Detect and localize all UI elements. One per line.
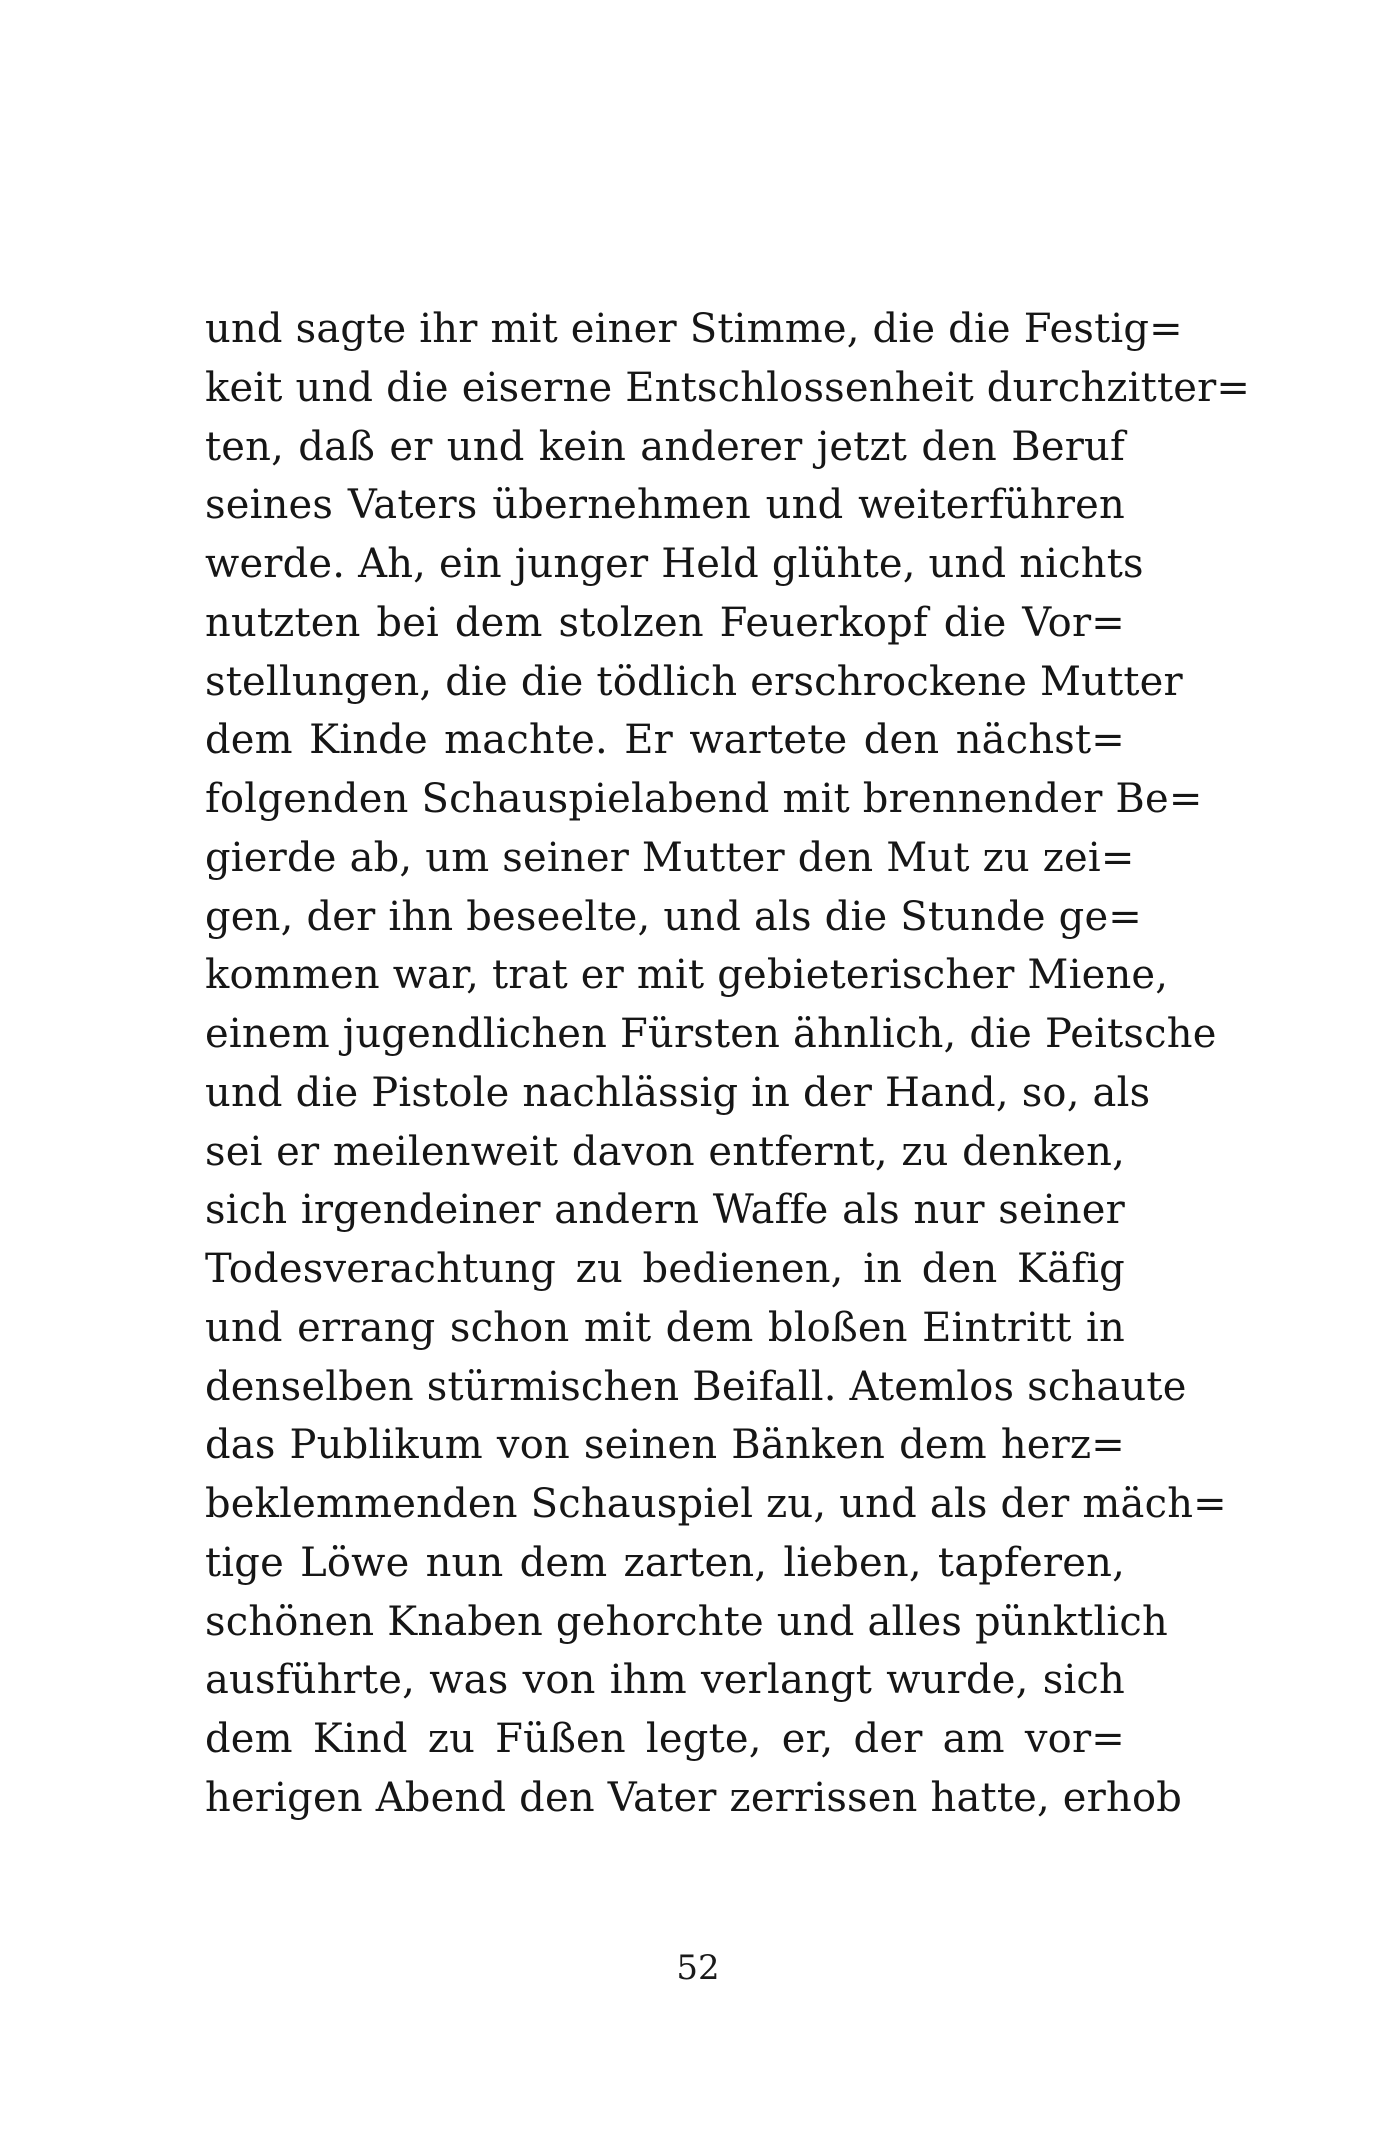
text-line: folgenden Schauspielabend mit brennender Be= xyxy=(205,776,1203,822)
text-line: nutzten bei dem stolzen Feuerkopf die Vor= xyxy=(205,599,1125,646)
text-line: dem Kinde machte. Er wartete den nächst= xyxy=(205,717,1125,764)
page-number: 52 xyxy=(676,1948,720,1988)
text-line: herigen Abend den Vater zerrissen hatte, erhob xyxy=(205,1774,1183,1821)
text-line: keit und die eiserne Entschlossenheit durchzitter= xyxy=(205,364,1251,411)
text-line: und sagte ihr mit einer Stimme, die die Festig= xyxy=(205,306,1183,352)
text-line: stellungen, die die tödlich erschrockene Mutter xyxy=(205,658,1183,705)
text-line: tige Löwe nun dem zarten, lieben, tapferen, xyxy=(205,1539,1125,1586)
text-line: das Publikum von seinen Bänken dem herz= xyxy=(205,1422,1125,1469)
text-line: werde. Ah, ein junger Held glühte, und nichts xyxy=(205,541,1144,587)
text-line: gen, der ihn beseelte, und als die Stunde ge= xyxy=(205,893,1143,940)
text-line: ten, daß er und kein anderer jetzt den Beruf xyxy=(205,423,1125,470)
text-line: kommen war, trat er mit gebieterischer Miene, xyxy=(205,952,1169,999)
text-line: seines Vaters übernehmen und weiterführen xyxy=(205,482,1125,529)
text-line: gierde ab, um seiner Mutter den Mut zu zei= xyxy=(205,834,1135,881)
text-line: denselben stürmischen Beifall. Atemlos schaute xyxy=(205,1363,1187,1410)
text-line: Todesverachtung zu bedienen, in den Käfig xyxy=(205,1246,1125,1292)
text-line: dem Kind zu Füßen legte, er, der am vor= xyxy=(205,1716,1125,1762)
body-text xyxy=(205,300,1251,1828)
text-line: ausführte, was von ihm verlangt wurde, sich xyxy=(205,1657,1125,1704)
text-line: und die Pistole nachlässig in der Hand, so, als xyxy=(205,1069,1151,1116)
text-line: einem jugendlichen Fürsten ähnlich, die Peitsche xyxy=(205,1011,1217,1057)
text-line: sei er meilenweit davon entfernt, zu denken, xyxy=(205,1128,1125,1175)
text-line: und errang schon mit dem bloßen Eintritt in xyxy=(205,1304,1125,1351)
text-line: sich irgendeiner andern Waffe als nur seiner xyxy=(205,1187,1125,1234)
text-line: schönen Knaben gehorchte und alles pünktlich xyxy=(205,1598,1168,1645)
text-line: beklemmenden Schauspiel zu, und als der mäch= xyxy=(205,1481,1227,1527)
